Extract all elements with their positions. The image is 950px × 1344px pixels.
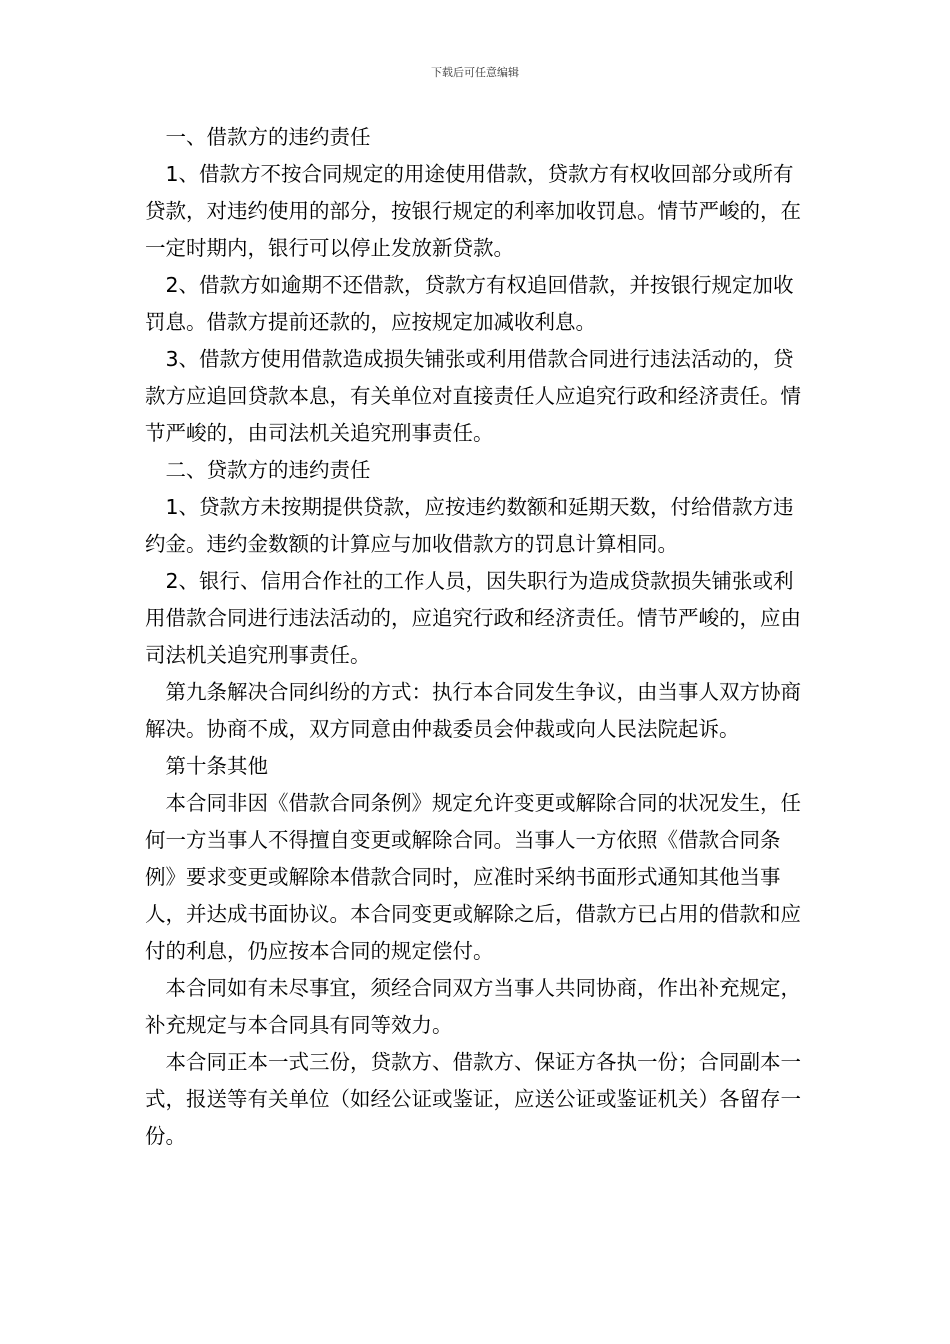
- paragraph-modification-rules: 本合同非因《借款合同条例》规定允许变更或解除合同的状况发生，任何一方当事人不得擅自变更或解除合同。当事人一方依照《借款合同条例》要求变更或解除本借款合同时，应准时采纳书面形式通知其他当事人，并达成书面协议。本合同变更或解除之后，借款方已占用的借款和应付的利息，仍应按本合同的规定偿付。: [145, 791, 801, 963]
- paragraph-supplementary: 本合同如有未尽事宜，须经合同双方当事人共同协商，作出补充规定，补充规定与本合同具有同等效力。: [145, 976, 801, 1037]
- paragraph-lender-clause-1: 1、贷款方未按期提供贷款，应按违约数额和延期天数，付给借款方违约金。违约金数额的计算应与加收借款方的罚息计算相同。: [145, 495, 794, 556]
- document-body: [145, 119, 809, 1155]
- paragraph-borrower-clause-2: 2、借款方如逾期不还借款，贷款方有权追回借款，并按银行规定加收罚息。借款方提前还款的，应按规定加减收利息。: [145, 273, 794, 334]
- section-heading-borrower-liability: 一、借款方的违约责任: [165, 125, 371, 149]
- paragraph-lender-clause-2: 2、银行、信用合作社的工作人员，因失职行为造成贷款损失铺张或利用借款合同进行违法活动的，应追究行政和经济责任。情节严峻的，应由司法机关追究刑事责任。: [145, 569, 801, 667]
- paragraph-copies: 本合同正本一式三份，贷款方、借款方、保证方各执一份；合同副本一式，报送等有关单位（如经公证或鉴证，应送公证或鉴证机关）各留存一份。: [145, 1050, 801, 1148]
- paragraph-borrower-clause-3: 3、借款方使用借款造成损失铺张或利用借款合同进行违法活动的，贷款方应追回贷款本息，有关单位对直接责任人应追究行政和经济责任。情节严峻的，由司法机关追究刑事责任。: [145, 347, 801, 445]
- paragraph-article-9-dispute: 第九条解决合同纠纷的方式：执行本合同发生争议，由当事人双方协商解决。协商不成，双方同意由仲裁委员会仲裁或向人民法院起诉。: [145, 680, 801, 741]
- paragraph-borrower-clause-1: 1、借款方不按合同规定的用途使用借款，贷款方有权收回部分或所有贷款，对违约使用的部分，按银行规定的利率加收罚息。情节严峻的，在一定时期内，银行可以停止发放新贷款。: [145, 162, 801, 260]
- section-heading-article-10: 第十条其他: [165, 754, 268, 778]
- page-header: 下载后可任意编辑: [431, 66, 519, 79]
- section-heading-lender-liability: 二、贷款方的违约责任: [165, 458, 371, 482]
